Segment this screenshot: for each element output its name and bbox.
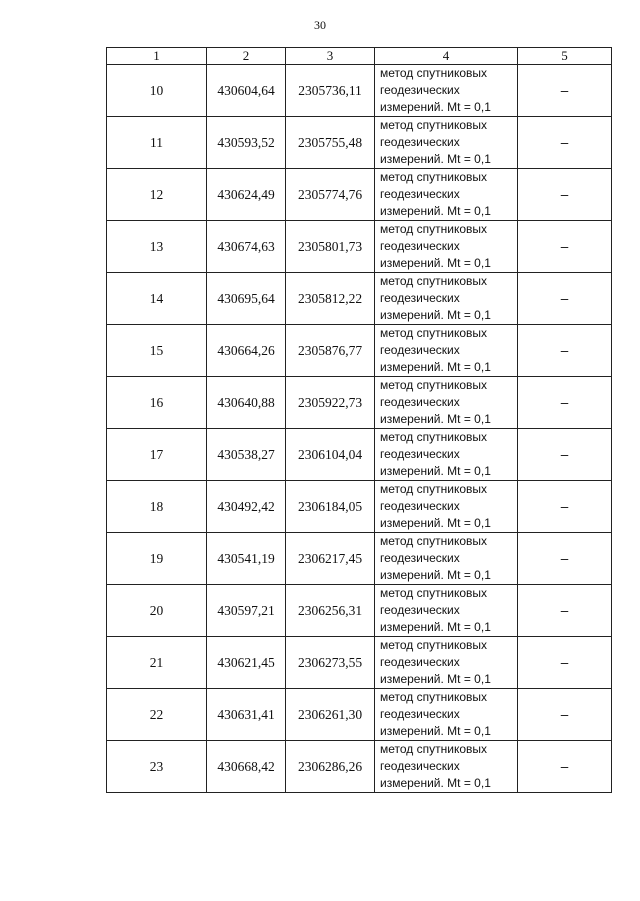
x-coordinate-cell: 430593,52 <box>207 117 286 169</box>
point-number-cell: 22 <box>107 689 207 741</box>
x-coordinate-cell: 430668,42 <box>207 741 286 793</box>
method-text-line: метод спутниковых <box>380 118 488 132</box>
x-coordinate-cell: 430695,64 <box>207 273 286 325</box>
y-coordinate-cell: 2306273,55 <box>286 637 375 689</box>
column-header-1: 1 <box>107 48 207 65</box>
table-row <box>107 429 612 481</box>
point-number-cell: 21 <box>107 637 207 689</box>
point-number-cell: 17 <box>107 429 207 481</box>
method-cell <box>375 221 518 273</box>
method-text-line: геодезических <box>380 239 460 253</box>
method-cell <box>375 325 518 377</box>
table-row <box>107 585 612 637</box>
x-coordinate-cell: 430597,21 <box>207 585 286 637</box>
description-cell: – <box>518 273 612 325</box>
method-text-line: геодезических <box>380 707 460 721</box>
method-text-line: измерений. Mt = 0,1 <box>380 308 491 322</box>
table-row <box>107 169 612 221</box>
x-coordinate-cell: 430604,64 <box>207 65 286 117</box>
description-cell: – <box>518 481 612 533</box>
x-coordinate-cell: 430664,26 <box>207 325 286 377</box>
y-coordinate-cell: 2306217,45 <box>286 533 375 585</box>
method-text-line: метод спутниковых <box>380 586 488 600</box>
y-coordinate-cell: 2305801,73 <box>286 221 375 273</box>
column-header-5: 5 <box>518 48 612 65</box>
x-coordinate-cell: 430541,19 <box>207 533 286 585</box>
method-cell <box>375 481 518 533</box>
point-number-cell: 15 <box>107 325 207 377</box>
method-text-line: геодезических <box>380 343 460 357</box>
method-text-line: метод спутниковых <box>380 222 488 236</box>
point-number-cell: 11 <box>107 117 207 169</box>
method-text-line: метод спутниковых <box>380 430 488 444</box>
method-text-line: метод спутниковых <box>380 326 488 340</box>
column-header-2: 2 <box>207 48 286 65</box>
point-number-cell: 10 <box>107 65 207 117</box>
method-text-line: геодезических <box>380 135 460 149</box>
method-text-line: измерений. Mt = 0,1 <box>380 204 491 218</box>
method-cell <box>375 741 518 793</box>
method-cell <box>375 429 518 481</box>
method-text-line: измерений. Mt = 0,1 <box>380 152 491 166</box>
method-text-line: измерений. Mt = 0,1 <box>380 100 491 114</box>
method-text-line: метод спутниковых <box>380 690 488 704</box>
method-text-line: метод спутниковых <box>380 742 488 756</box>
method-text-line: геодезических <box>380 395 460 409</box>
method-text-line: геодезических <box>380 291 460 305</box>
point-number-cell: 18 <box>107 481 207 533</box>
y-coordinate-cell: 2305736,11 <box>286 65 375 117</box>
method-cell <box>375 169 518 221</box>
method-cell <box>375 689 518 741</box>
method-text-line: измерений. Mt = 0,1 <box>380 360 491 374</box>
method-text-line: измерений. Mt = 0,1 <box>380 464 491 478</box>
method-text-line: геодезических <box>380 551 460 565</box>
point-number-cell: 19 <box>107 533 207 585</box>
method-text-line: геодезических <box>380 187 460 201</box>
method-cell <box>375 377 518 429</box>
page-number: 30 <box>314 18 326 32</box>
method-cell <box>375 585 518 637</box>
method-text-line: измерений. Mt = 0,1 <box>380 516 491 530</box>
table-row <box>107 221 612 273</box>
y-coordinate-cell: 2305812,22 <box>286 273 375 325</box>
method-text-line: метод спутниковых <box>380 274 488 288</box>
point-number-cell: 12 <box>107 169 207 221</box>
method-text-line: геодезических <box>380 603 460 617</box>
x-coordinate-cell: 430624,49 <box>207 169 286 221</box>
y-coordinate-cell: 2305774,76 <box>286 169 375 221</box>
y-coordinate-cell: 2306256,31 <box>286 585 375 637</box>
y-coordinate-cell: 2306184,05 <box>286 481 375 533</box>
table-row <box>107 533 612 585</box>
method-text-line: измерений. Mt = 0,1 <box>380 672 491 686</box>
method-text-line: метод спутниковых <box>380 534 488 548</box>
y-coordinate-cell: 2305876,77 <box>286 325 375 377</box>
method-text-line: геодезических <box>380 759 460 773</box>
method-cell <box>375 637 518 689</box>
description-cell: – <box>518 325 612 377</box>
method-cell <box>375 65 518 117</box>
method-cell <box>375 533 518 585</box>
description-cell: – <box>518 533 612 585</box>
method-text-line: измерений. Mt = 0,1 <box>380 724 491 738</box>
column-header-4: 4 <box>375 48 518 65</box>
method-text-line: геодезических <box>380 447 460 461</box>
method-text-line: метод спутниковых <box>380 66 488 80</box>
method-cell <box>375 273 518 325</box>
method-text-line: метод спутниковых <box>380 482 488 496</box>
y-coordinate-cell: 2305755,48 <box>286 117 375 169</box>
method-text-line: измерений. Mt = 0,1 <box>380 620 491 634</box>
method-text-line: измерений. Mt = 0,1 <box>380 256 491 270</box>
description-cell: – <box>518 169 612 221</box>
column-header-3: 3 <box>286 48 375 65</box>
method-cell <box>375 117 518 169</box>
table-row <box>107 741 612 793</box>
description-cell: – <box>518 221 612 273</box>
method-text-line: геодезических <box>380 499 460 513</box>
x-coordinate-cell: 430640,88 <box>207 377 286 429</box>
method-text-line: измерений. Mt = 0,1 <box>380 412 491 426</box>
table-row <box>107 481 612 533</box>
coordinates-table <box>106 47 612 793</box>
point-number-cell: 13 <box>107 221 207 273</box>
x-coordinate-cell: 430621,45 <box>207 637 286 689</box>
table-row <box>107 273 612 325</box>
method-text-line: метод спутниковых <box>380 170 488 184</box>
method-text-line: геодезических <box>380 83 460 97</box>
table-header-row <box>107 48 612 65</box>
table-row <box>107 377 612 429</box>
table-row <box>107 637 612 689</box>
method-text-line: метод спутниковых <box>380 378 488 392</box>
point-number-cell: 16 <box>107 377 207 429</box>
x-coordinate-cell: 430674,63 <box>207 221 286 273</box>
method-text-line: измерений. Mt = 0,1 <box>380 568 491 582</box>
x-coordinate-cell: 430631,41 <box>207 689 286 741</box>
point-number-cell: 14 <box>107 273 207 325</box>
point-number-cell: 23 <box>107 741 207 793</box>
x-coordinate-cell: 430538,27 <box>207 429 286 481</box>
method-text-line: геодезических <box>380 655 460 669</box>
point-number-cell: 20 <box>107 585 207 637</box>
table-row <box>107 65 612 117</box>
y-coordinate-cell: 2306286,26 <box>286 741 375 793</box>
x-coordinate-cell: 430492,42 <box>207 481 286 533</box>
y-coordinate-cell: 2305922,73 <box>286 377 375 429</box>
method-text-line: метод спутниковых <box>380 638 488 652</box>
y-coordinate-cell: 2306261,30 <box>286 689 375 741</box>
table-row <box>107 689 612 741</box>
description-cell: – <box>518 117 612 169</box>
description-cell: – <box>518 65 612 117</box>
description-cell: – <box>518 637 612 689</box>
table-row <box>107 325 612 377</box>
table-row <box>107 117 612 169</box>
description-cell: – <box>518 429 612 481</box>
description-cell: – <box>518 377 612 429</box>
description-cell: – <box>518 585 612 637</box>
description-cell: – <box>518 741 612 793</box>
method-text-line: измерений. Mt = 0,1 <box>380 776 491 790</box>
y-coordinate-cell: 2306104,04 <box>286 429 375 481</box>
description-cell: – <box>518 689 612 741</box>
